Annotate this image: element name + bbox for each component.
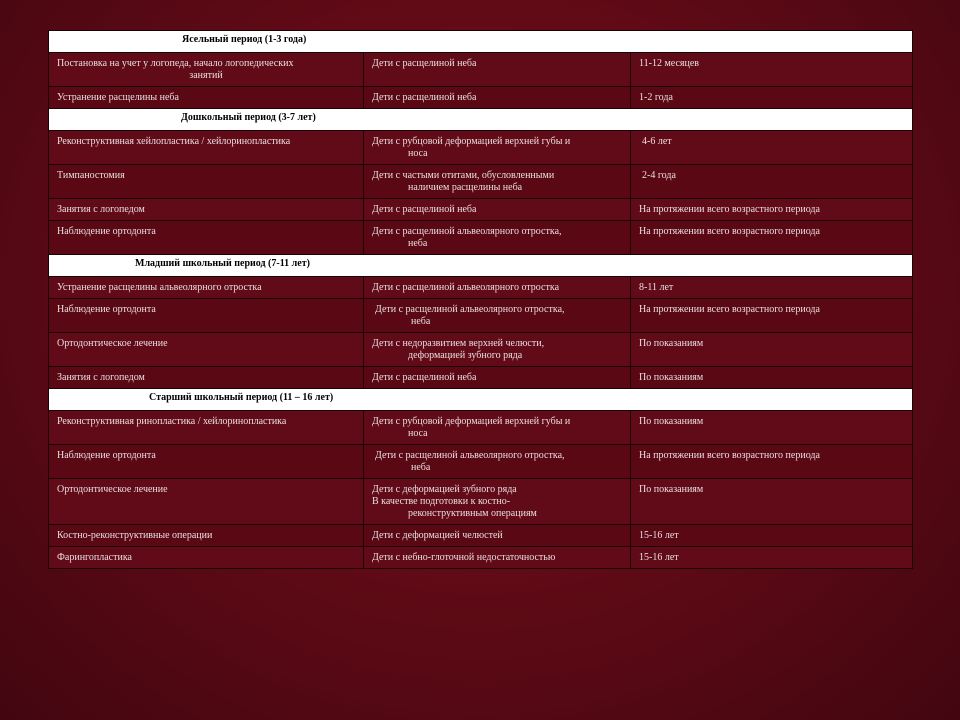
group-cell — [364, 131, 631, 165]
procedure-line: Тимпаностомия — [57, 170, 125, 181]
procedure-cell — [49, 53, 364, 87]
group-line: носа — [408, 428, 428, 439]
group-line: Дети с частыми отитами, обусловленными — [372, 170, 555, 181]
timing-value: По показаниям — [639, 416, 704, 427]
group-line: Дети с расщелиной неба — [372, 204, 477, 215]
period-title: Младший школьный период (7-11 лет) — [135, 258, 310, 269]
group-line: реконструктивным операциям — [408, 508, 537, 519]
table-row — [49, 53, 913, 87]
timing-cell — [631, 131, 913, 165]
procedure-cell — [49, 333, 364, 367]
group-cell — [364, 299, 631, 333]
period-title: Старший школьный период (11 – 16 лет) — [149, 392, 334, 403]
procedure-line: Фарингопластика — [57, 552, 132, 563]
procedure-line: Устранение расщелины неба — [57, 92, 179, 103]
group-line: В качестве подготовки к костно- — [372, 496, 511, 507]
procedure-line: Занятия с логопедом — [57, 372, 145, 383]
table-row — [49, 525, 913, 547]
table-row — [49, 131, 913, 165]
group-line: наличием расщелины неба — [408, 182, 523, 193]
table-row — [49, 333, 913, 367]
procedure-cell — [49, 199, 364, 221]
period-header-cell — [49, 389, 913, 411]
group-cell — [364, 411, 631, 445]
timing-cell — [631, 277, 913, 299]
group-cell — [364, 479, 631, 525]
group-cell — [364, 445, 631, 479]
group-text — [372, 416, 622, 440]
procedure-line: Наблюдение ортодонта — [57, 226, 156, 237]
procedure-cell — [49, 411, 364, 445]
group-text — [372, 304, 622, 328]
period-header-row — [49, 31, 913, 53]
timing-value: 8-11 лет — [639, 282, 674, 293]
timing-value: 4-6 лет — [642, 136, 672, 147]
group-line: Дети с расщелиной неба — [372, 372, 477, 383]
timing-cell — [631, 367, 913, 389]
group-line: Дети с деформацией зубного ряда — [372, 484, 517, 495]
group-text — [372, 496, 622, 520]
period-header-row — [49, 255, 913, 277]
group-line: Дети с рубцовой деформацией верхней губы и — [372, 136, 571, 147]
group-line: деформацией зубного ряда — [408, 350, 523, 361]
procedure-line: Ортодонтическое лечение — [57, 338, 168, 349]
procedure-cell — [49, 221, 364, 255]
timing-value: 15-16 лет — [639, 530, 679, 541]
group-line: неба — [411, 316, 431, 327]
timing-cell — [631, 525, 913, 547]
group-line: Дети с расщелиной альвеолярного отростка — [372, 282, 560, 293]
group-text — [372, 170, 622, 194]
procedure-line: Костно-реконструктивные операции — [57, 530, 213, 541]
timing-cell — [631, 299, 913, 333]
timing-value: 15-16 лет — [639, 552, 679, 563]
procedure-cell — [49, 445, 364, 479]
group-line: неба — [408, 238, 428, 249]
timing-value: 2-4 года — [642, 170, 676, 181]
table-row — [49, 199, 913, 221]
timing-value: По показаниям — [639, 484, 704, 495]
procedure-line: Ортодонтическое лечение — [57, 484, 168, 495]
procedure-line: Наблюдение ортодонта — [57, 450, 156, 461]
group-line: Дети с расщелиной альвеолярного отростка, — [375, 304, 565, 315]
timing-value: По показаниям — [639, 338, 704, 349]
care-plan-table — [48, 30, 913, 569]
table-row — [49, 277, 913, 299]
timing-value: На протяжении всего возрастного периода — [639, 204, 820, 215]
timing-value: На протяжении всего возрастного периода — [639, 226, 820, 237]
period-header-cell — [49, 255, 913, 277]
group-cell — [364, 525, 631, 547]
procedure-cell — [49, 525, 364, 547]
procedure-cell — [49, 131, 364, 165]
group-cell — [364, 87, 631, 109]
group-cell — [364, 165, 631, 199]
timing-cell — [631, 221, 913, 255]
procedure-line: Наблюдение ортодонта — [57, 304, 156, 315]
period-header-cell — [49, 31, 913, 53]
table-row — [49, 367, 913, 389]
group-text — [372, 226, 622, 250]
timing-cell — [631, 165, 913, 199]
group-text — [372, 338, 622, 362]
procedure-line: Реконструктивная хейлопластика / хейлоринопластика — [57, 136, 291, 147]
timing-cell — [631, 333, 913, 367]
group-line: Дети с расщелиной неба — [372, 58, 477, 69]
timing-value: На протяжении всего возрастного периода — [639, 450, 820, 461]
group-line: Дети с расщелиной неба — [372, 92, 477, 103]
timing-cell — [631, 411, 913, 445]
timing-cell — [631, 53, 913, 87]
table-row — [49, 87, 913, 109]
group-cell — [364, 367, 631, 389]
procedure-cell — [49, 165, 364, 199]
procedure-cell — [49, 299, 364, 333]
group-line: Дети с недоразвитием верхней челюсти, — [372, 338, 545, 349]
group-line: Дети с рубцовой деформацией верхней губы и — [372, 416, 571, 427]
timing-cell — [631, 199, 913, 221]
table-row — [49, 299, 913, 333]
timing-cell — [631, 479, 913, 525]
timing-cell — [631, 87, 913, 109]
procedure-cell — [49, 277, 364, 299]
group-cell — [364, 547, 631, 569]
period-header-row — [49, 109, 913, 131]
procedure-cell — [49, 87, 364, 109]
procedure-line: Реконструктивная ринопластика / хейлоринопластика — [57, 416, 287, 427]
group-cell — [364, 277, 631, 299]
timing-value: По показаниям — [639, 372, 704, 383]
table-row — [49, 411, 913, 445]
table-row — [49, 445, 913, 479]
procedure-line: Постановка на учет у логопеда, начало логопедических — [57, 58, 294, 69]
period-header-row — [49, 389, 913, 411]
group-cell — [364, 221, 631, 255]
group-line: носа — [408, 148, 428, 159]
table-row — [49, 547, 913, 569]
period-title: Ясельный период (1-3 года) — [182, 34, 307, 45]
procedure-cell — [49, 479, 364, 525]
period-title: Дошкольный период (3-7 лет) — [181, 112, 316, 123]
procedure-line: Занятия с логопедом — [57, 204, 145, 215]
procedure-cell — [49, 547, 364, 569]
timing-value: 1-2 года — [639, 92, 673, 103]
table-row — [49, 479, 913, 525]
procedure-line: Устранение расщелины альвеолярного отростка — [57, 282, 262, 293]
group-text — [372, 450, 622, 474]
group-line: неба — [411, 462, 431, 473]
group-cell — [364, 53, 631, 87]
group-text — [372, 136, 622, 160]
timing-value: 11-12 месяцев — [639, 58, 700, 69]
period-header-cell — [49, 109, 913, 131]
procedure-cell — [49, 367, 364, 389]
group-line: Дети с расщелиной альвеолярного отростка, — [372, 226, 562, 237]
group-line: Дети с деформацией челюстей — [372, 530, 503, 541]
table-row — [49, 165, 913, 199]
timing-value: На протяжении всего возрастного периода — [639, 304, 820, 315]
group-cell — [364, 199, 631, 221]
timing-cell — [631, 445, 913, 479]
timing-cell — [631, 547, 913, 569]
table-row — [49, 221, 913, 255]
group-cell — [364, 333, 631, 367]
group-line: Дети с небно-глоточной недостаточностью — [372, 552, 556, 563]
group-line: Дети с расщелиной альвеолярного отростка, — [375, 450, 565, 461]
procedure-line: занятий — [189, 70, 223, 81]
